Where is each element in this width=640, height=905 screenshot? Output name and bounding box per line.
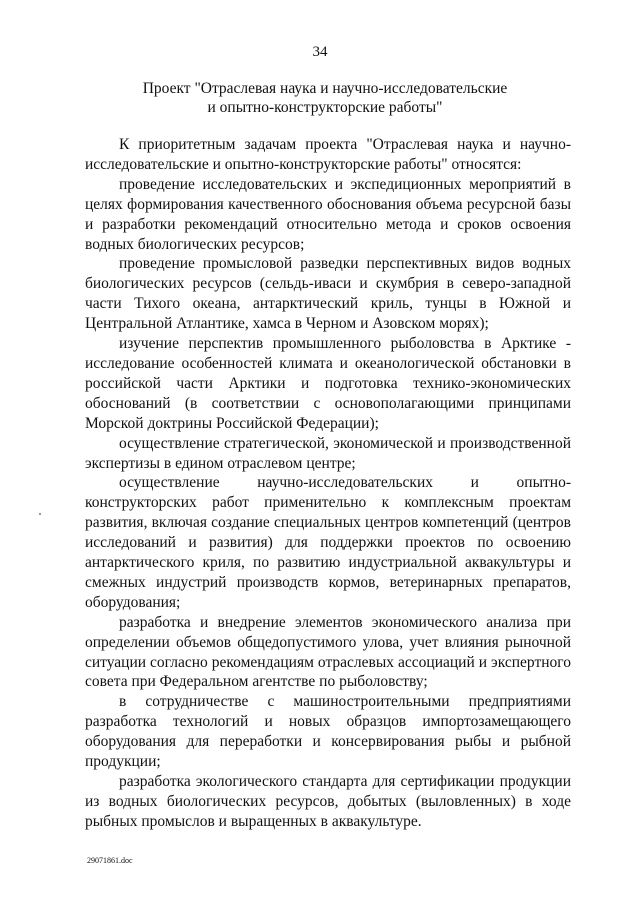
page-number: 34 [312,44,328,60]
task-item-7: в сотрудничестве с машиностроительными предприятиями разработка технологий и новых образцов импортозамещающего оборудования для переработки и консервирования рыбы и рыбной продукции; [85,693,571,771]
task-item-3: изучение перспектив промышленного рыболовства в Арктике - исследование особенностей климата и океанологической обстановки в российской части Арктики и подготовка технико-экономических обоснований (в соответствии с основополагающими принципами Морской доктрины Российской Федерации); [85,335,571,432]
task-item-1: проведение исследовательских и экспедиционных мероприятий в целях формирования качественного обоснования объема ресурсной базы и разработки рекомендаций относительно метода и сроков освоения водных биологических ресурсов; [85,175,571,253]
task-item-4: осуществление стратегической, экономической и производственной экспертизы в едином отраслевом центре; [85,434,571,472]
task-item-5: осуществление научно-исследовательских и опытно-конструкторских работ применительно к комплексным проектам развития, включая создание специальных центров компетенций (центров исследований и развития) для поддержки проектов по освоению антарктического криля, по развитию индустриальной аквакультуры и смежных индустрий производств кормов, ветеринарных препаратов, оборудования; [85,474,571,611]
file-name-footer: 29071861.doc [87,856,133,865]
section-title-line-1: Проект "Отраслевая наука и научно-исследовательские [142,80,508,97]
intro-paragraph: К приоритетным задачам проекта "Отраслевая наука и научно-исследовательские и опытно-конструкторские работы" относятся: [85,136,571,173]
margin-mark [39,513,41,515]
section-title-line-2: и опытно-конструкторские работы" [207,99,443,116]
task-item-2: проведение промысловой разведки перспективных видов водных биологических ресурсов (сельдь-иваси и скумбрия в северо-западной части Тихого океана, антарктический криль, тунцы в Южной и Центральной Атлантике, хамса в Черном и Азовском морях); [85,255,571,333]
section-title [80,79,570,117]
task-item-8: разработка экологического стандарта для сертификации продукции из водных биологических ресурсов, добытых (выловленных) в ходе рыбных промыслов и выращенных в аквакультуре. [85,773,571,830]
document-body [85,135,571,832]
task-item-6: разработка и внедрение элементов экономического анализа при определении объемов общедопустимого улова, учет влияния рыночной ситуации согласно рекомендациям отраслевых ассоциаций и экспертного совета при Федеральном агентстве по рыболовству; [85,613,571,691]
